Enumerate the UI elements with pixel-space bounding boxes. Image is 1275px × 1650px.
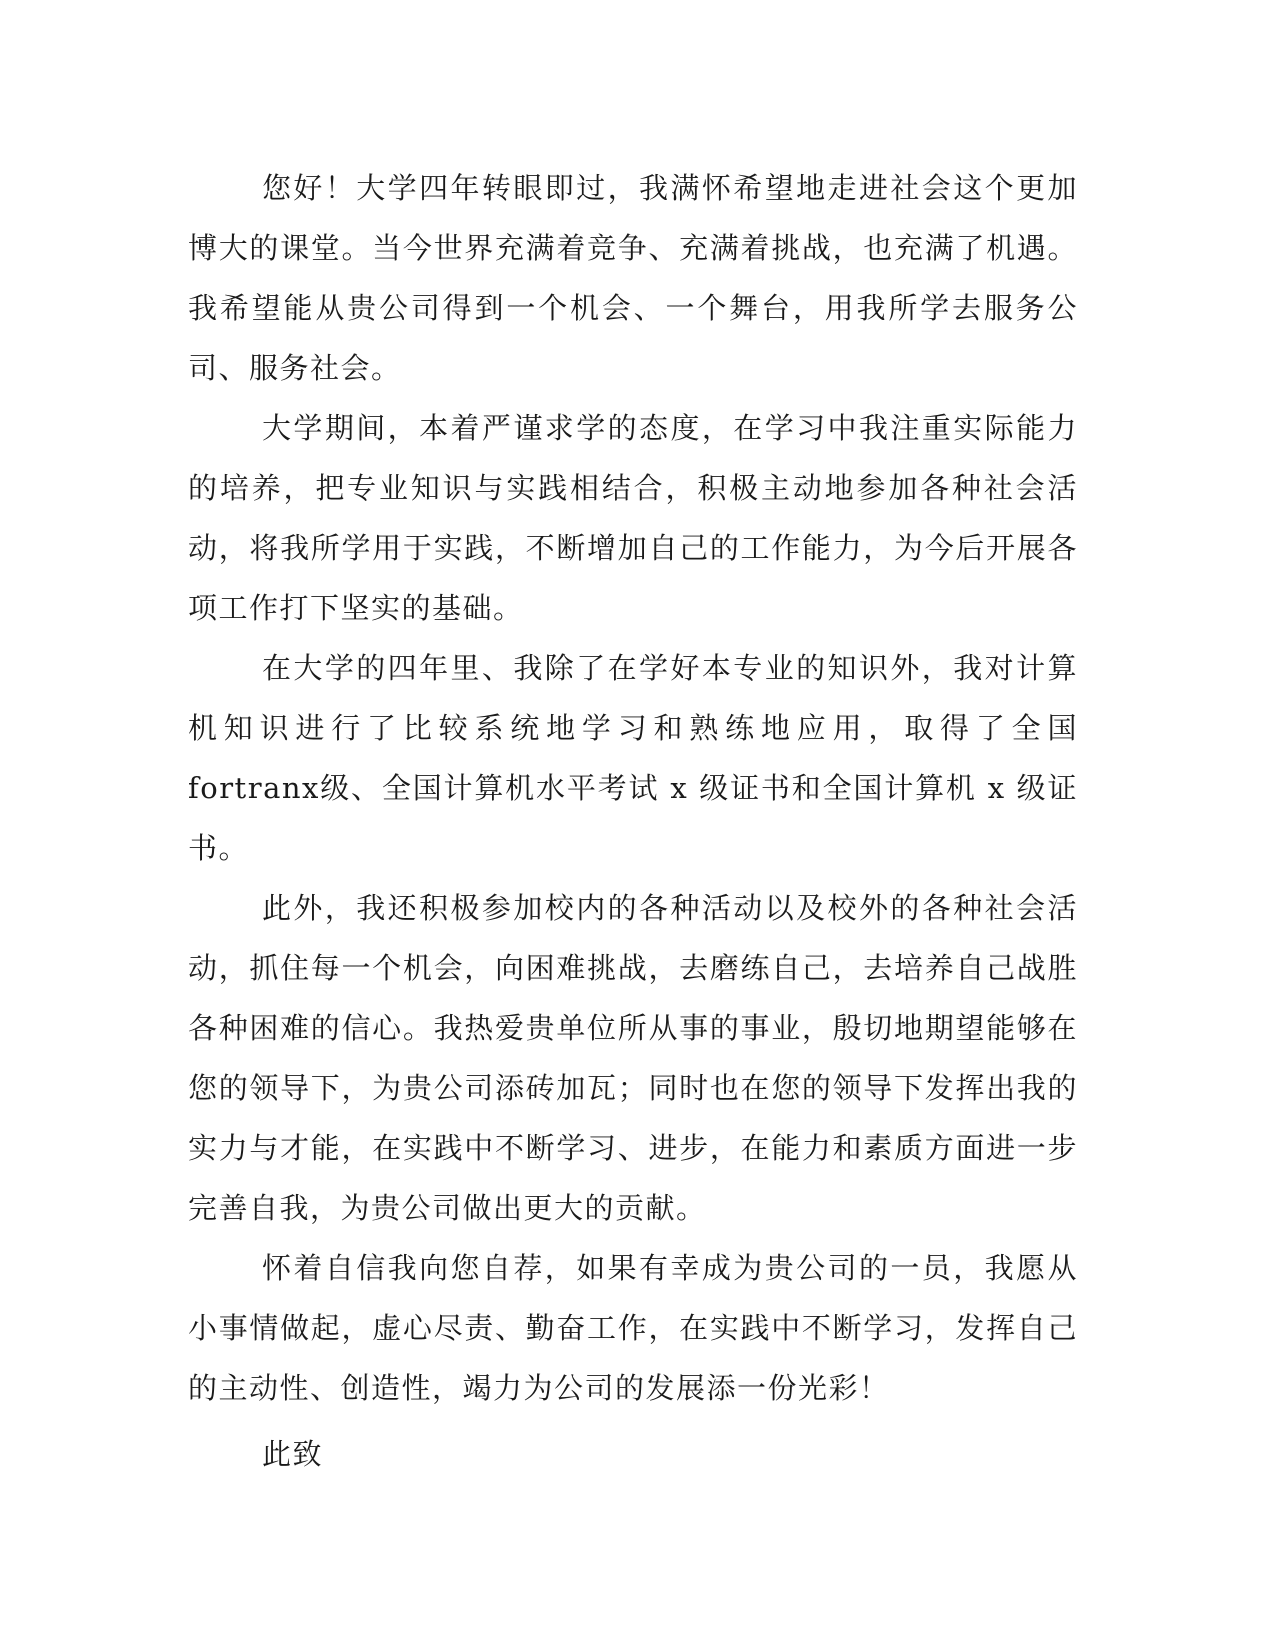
paragraph-computer-skills: 在大学的四年里、我除了在学好本专业的知识外，我对计算机知识进行了比较系统地学习和熟练地应用，取得了全国 fortranx级、全国计算机水平考试 x 级证书和全国计算机 x 级证书。 — [188, 651, 1078, 865]
paragraph-greeting: 您好！大学四年转眼即过，我满怀希望地走进社会这个更加博大的课堂。当今世界充满着竞争、充满着挑战，也充满了机遇。我希望能从贵公司得到一个机会、一个舞台，用我所学去服务公司、服务社会。 — [188, 171, 1078, 385]
closing-salutation: 此致 — [262, 1437, 324, 1471]
paragraph-self-recommendation: 怀着自信我向您自荐，如果有幸成为贵公司的一员，我愿从小事情做起，虚心尽责、勤奋工作，在实践中不断学习，发挥自己的主动性、创造性，竭力为公司的发展添一份光彩！ — [188, 1251, 1078, 1405]
paragraph-activities: 此外，我还积极参加校内的各种活动以及校外的各种社会活动，抓住每一个机会，向困难挑战，去磨练自己，去培养自己战胜各种困难的信心。我热爱贵单位所从事的事业，殷切地期望能够在您的领导下，为贵公司添砖加瓦；同时也在您的领导下发挥出我的实力与才能，在实践中不断学习、进步，在能力和素质方面进一步完善自我，为贵公司做出更大的贡献。 — [188, 891, 1078, 1225]
letter-body — [188, 158, 1078, 1484]
paragraph-university-study: 大学期间，本着严谨求学的态度，在学习中我注重实际能力的培养，把专业知识与实践相结合，积极主动地参加各种社会活动，将我所学用于实践，不断增加自己的工作能力，为今后开展各项工作打下坚实的基础。 — [188, 411, 1078, 625]
